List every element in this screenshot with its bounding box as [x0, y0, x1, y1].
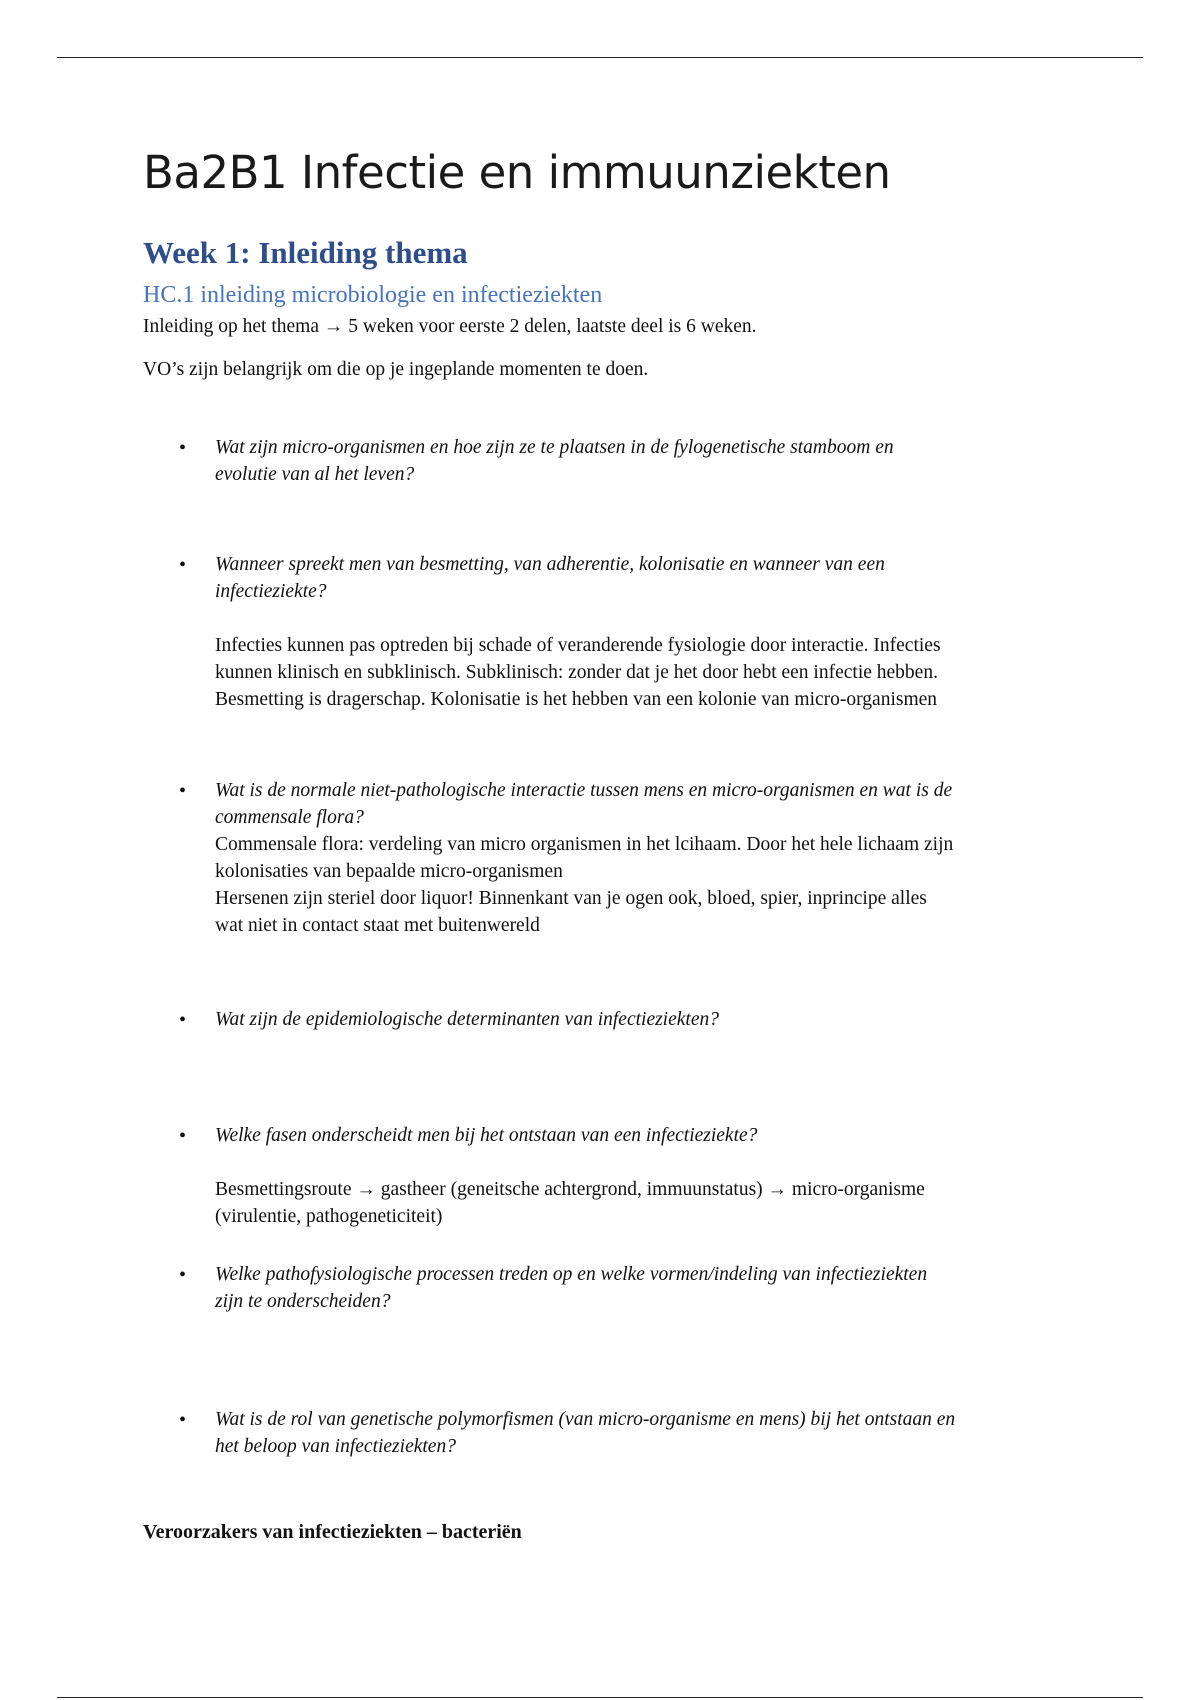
list-item-question-5 [215, 1122, 1075, 1230]
question-line: Welke fasen onderscheidt men bij het ontstaan van een infectieziekte? [215, 1125, 758, 1146]
question-line: Welke pathofysiologische processen treden op en welke vormen/indeling van infectieziekten [215, 1264, 928, 1285]
intro-paragraph-2: VO’s zijn belangrijk om die op je ingeplande momenten te doen. [143, 359, 649, 380]
question-line: Wanneer spreekt men van besmetting, van adherentie, kolonisatie en wanneer van een [215, 554, 885, 575]
list-item-question-1 [215, 434, 1075, 488]
bullet-icon: • [179, 1009, 187, 1031]
section-heading: Veroorzakers van infectieziekten – bacteriën [143, 1521, 522, 1543]
answer-line: (virulentie, pathogeneticiteit) [215, 1206, 443, 1227]
question-line: Wat zijn de epidemiologische determinanten van infectieziekten? [215, 1009, 719, 1030]
question-line: zijn te onderscheiden? [215, 1291, 391, 1312]
question-line: Wat is de rol van genetische polymorfismen (van micro-organisme en mens) bij het ontstaan en [215, 1409, 956, 1430]
bottom-page-rule [57, 1697, 1143, 1698]
answer-line: Besmettingsroute → gastheer (geneitsche achtergrond, immuunstatus) → micro-organisme [215, 1179, 925, 1200]
answer-line: Hersenen zijn steriel door liquor! Binnenkant van je ogen ook, bloed, spier, inprincipe alles [215, 888, 927, 909]
question-line: het beloop van infectieziekten? [215, 1436, 456, 1457]
intro-paragraph-1: Inleiding op het thema → 5 weken voor eerste 2 delen, laatste deel is 6 weken. [143, 316, 757, 337]
list-item-question-4 [215, 1006, 1075, 1033]
document-title: Ba2B1 Infectie en immuunziekten [143, 146, 891, 199]
list-item-question-3 [215, 777, 1075, 939]
list-item-question-6 [215, 1261, 1075, 1315]
answer-line: Besmetting is dragerschap. Kolonisatie is het hebben van een kolonie van micro-organismen [215, 689, 938, 710]
question-line: Wat is de normale niet-pathologische interactie tussen mens en micro-organismen en wat is de [215, 780, 953, 801]
bullet-icon: • [179, 780, 187, 802]
answer-line: kolonisaties van bepaalde micro-organismen [215, 861, 563, 882]
document-page [143, 0, 1073, 1700]
question-line: evolutie van al het leven? [215, 464, 415, 485]
week-heading: Week 1: Inleiding thema [143, 235, 468, 270]
answer-line: wat niet in contact staat met buitenwereld [215, 915, 540, 936]
bullet-icon: • [179, 1125, 187, 1147]
question-line: infectieziekte? [215, 581, 327, 602]
question-line: Wat zijn micro-organismen en hoe zijn ze te plaatsen in de fylogenetische stamboom en [215, 437, 894, 458]
bullet-icon: • [179, 437, 187, 459]
answer-line: kunnen klinisch en subklinisch. Subklinisch: zonder dat je het door hebt een infectie hebben. [215, 662, 938, 683]
list-item-question-2 [215, 551, 1075, 713]
question-line: commensale flora? [215, 807, 364, 828]
bullet-icon: • [179, 1409, 187, 1431]
list-item-question-7 [215, 1406, 1075, 1460]
answer-line: Infecties kunnen pas optreden bij schade of veranderende fysiologie door interactie. Infecties [215, 635, 941, 656]
answer-line: Commensale flora: verdeling van micro organismen in het lcihaam. Door het hele lichaam zijn [215, 834, 954, 855]
lecture-heading: HC.1 inleiding microbiologie en infectieziekten [143, 282, 603, 308]
bullet-icon: • [179, 1264, 187, 1286]
bullet-icon: • [179, 554, 187, 576]
